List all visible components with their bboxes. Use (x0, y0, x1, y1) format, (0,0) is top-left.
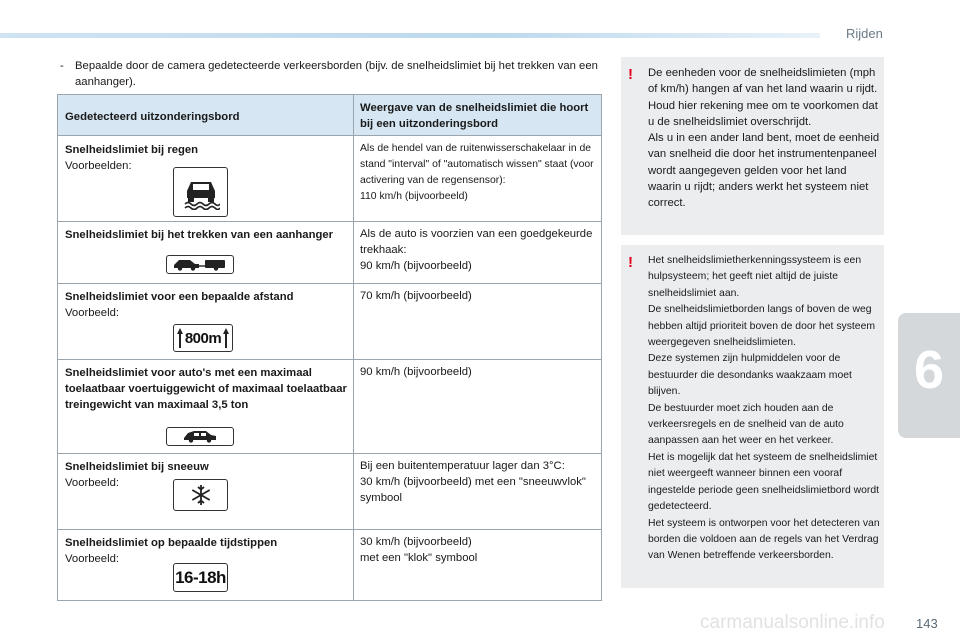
section-title: Rijden (846, 26, 883, 41)
watermark: carmanualsonline.info (700, 612, 885, 633)
note-line: De snelheidslimietborden langs of boven de weg hebben altijd prioriteit boven de door het systeem weergegeven snelheidslimieten. (648, 304, 876, 349)
table-row (58, 454, 601, 530)
sign-text: 800m (184, 329, 222, 347)
note-line: De eenheden voor de snelheidslimieten (mph of km/h) hangen af van het land waarin u rijdt. (648, 67, 878, 96)
chapter-tab (898, 313, 960, 438)
car-on-wet-road-icon (173, 167, 228, 217)
car-icon (166, 427, 234, 446)
car-with-trailer-icon (166, 255, 234, 274)
row-speed: 90 km/h (bijvoorbeeld) (360, 260, 472, 272)
row-subtitle: Voorbeelden: (65, 160, 132, 172)
note-line: Het systeem is ontworpen voor het detecteren van borden die voldoen aan de regels van het Verdrag van Wenen betreffende verkeersborden. (648, 517, 880, 562)
sign-text: 16-18h (175, 567, 226, 587)
bullet-dash: - (60, 60, 64, 72)
page-number: 143 (916, 616, 938, 631)
note-line: De bestuurder moet zich houden aan de verkeersregels en de snelheid van de auto aanpassen aan het weer en het verkeer. (648, 402, 844, 447)
intro-paragraph (60, 58, 605, 90)
table-header (58, 95, 601, 136)
row-subtitle: Voorbeeld: (65, 477, 120, 489)
row-description: Als de auto is voorzien van een goedgekeurde trekhaak: (360, 228, 593, 256)
table-row (58, 284, 601, 360)
row-title: Snelheidslimiet bij sneeuw (65, 461, 209, 473)
row-title: Snelheidslimiet voor een bepaalde afstand (65, 291, 294, 303)
row-description: met een "klok" symbool (360, 552, 478, 564)
row-speed: 70 km/h (bijvoorbeeld) (360, 290, 472, 302)
table-row (58, 360, 601, 454)
table-row (58, 137, 601, 222)
row-subtitle: Voorbeeld: (65, 553, 120, 565)
row-description: Bij een buitentemperatuur lager dan 3°C: (360, 460, 565, 472)
row-speed: 30 km/h (bijvoorbeeld) met een "sneeuwvlok" symbool (360, 476, 586, 504)
note-line: Het is mogelijk dat het systeem de snelheidslimiet niet weergeeft wanneer binnen een vooraf ingestelde periode geen snelheidslimietbord wordt gedetecteerd. (648, 451, 880, 513)
row-speed: 90 km/h (bijvoorbeeld) (360, 366, 472, 378)
distance-arrows-icon (173, 324, 233, 352)
note-line: Het snelheidslimietherkenningssysteem is een hulpsysteem; het geeft niet altijd de juiste snelheidslimiet aan. (648, 255, 862, 299)
row-title: Snelheidslimiet bij het trekken van een aanhanger (65, 229, 334, 241)
header-detected-sign: Gedetecteerd uitzonderingsbord (65, 111, 240, 123)
note-line: Deze systemen zijn hulpmiddelen voor de bestuurder die desondanks waakzaam moet blijven. (648, 353, 852, 398)
table-row (58, 222, 601, 284)
warning-box-assist (621, 245, 884, 588)
row-subtitle: Voorbeeld: (65, 307, 120, 319)
row-speed: 30 km/h (bijvoorbeeld) (360, 536, 472, 548)
row-title: Snelheidslimiet bij regen (65, 144, 199, 156)
warning-box-units (621, 57, 884, 235)
chapter-number: 6 (913, 340, 945, 400)
exception-signs-table (57, 94, 602, 601)
note-line: Houd hier rekening mee om te voorkomen dat u de snelheidslimiet overschrijdt. (648, 99, 878, 128)
snowflake-icon (173, 479, 228, 511)
warning-exclamation-icon: ! (628, 254, 633, 271)
intro-text: Bepaalde door de camera gedetecteerde verkeersborden (bijv. de snelheidslimiet bij het trekken van een aanhanger). (75, 60, 598, 88)
header-bar (0, 33, 820, 38)
warning-exclamation-icon: ! (628, 66, 633, 83)
table-row (58, 530, 601, 600)
header-speed-display: Weergave van de snelheidslimiet die hoort bij een uitzonderingsbord (360, 102, 589, 130)
row-title: Snelheidslimiet op bepaalde tijdstippen (65, 537, 278, 549)
note-line: Als u in een ander land bent, moet de eenheid van snelheid die door het instrumentenpaneel wordt aangegeven gelden voor het land waarin u rijdt; anders werkt het systeem niet correct. (648, 132, 880, 210)
row-speed: 110 km/h (bijvoorbeeld) (360, 191, 468, 202)
time-range-icon (173, 563, 228, 592)
row-description: Als de hendel van de ruitenwisserschakelaar in de stand "interval" of "automatisch wissen" staat (voor activering van de regensensor): (360, 143, 594, 186)
row-title: Snelheidslimiet voor auto's met een maximaal toelaatbaar voertuiggewicht of maximaal toelaatbaar treingewicht van maximaal 3,5 ton (65, 367, 347, 411)
